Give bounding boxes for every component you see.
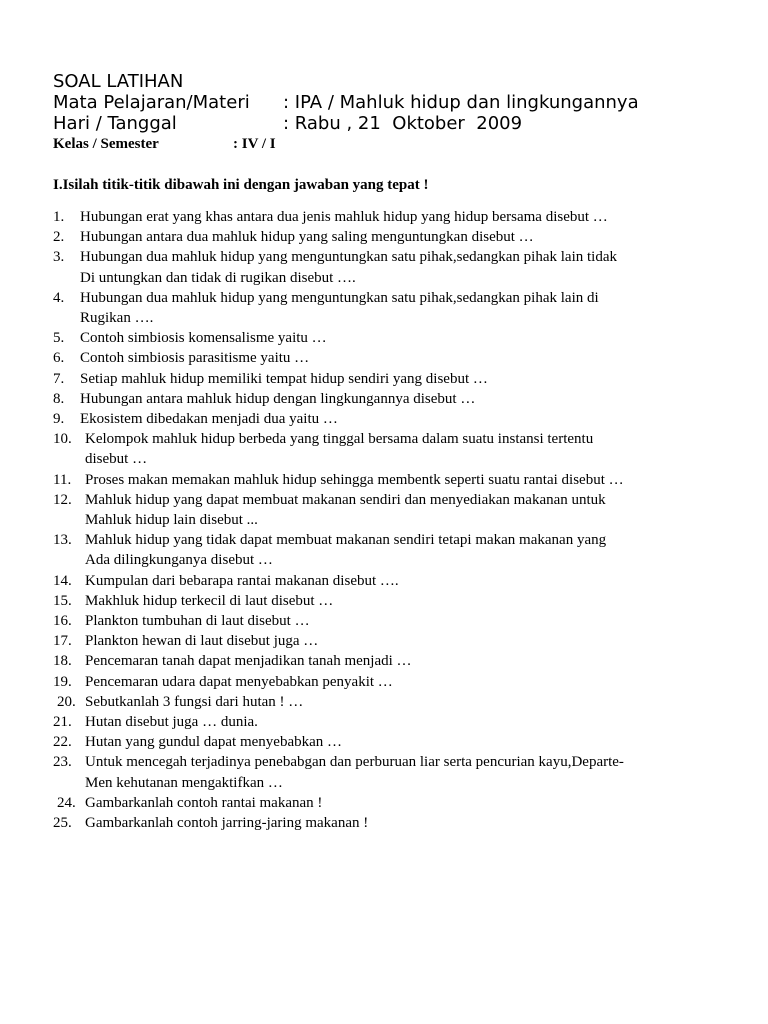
question-text <box>80 651 412 671</box>
question-text <box>80 369 488 389</box>
question-text <box>80 227 534 247</box>
question-item <box>53 752 753 792</box>
question-item <box>53 389 753 409</box>
question-line: Hutan yang gundul dapat menyebabkan … <box>85 734 343 751</box>
question-line: Hutan disebut juga … dunia. <box>85 714 258 731</box>
question-text <box>80 207 608 227</box>
question-number: 4. <box>53 289 65 306</box>
question-continuation: Di untungkan dan tidak di rugikan disebut …. <box>80 269 356 286</box>
question-line: Mahluk hidup yang dapat membuat makanan sendiri dan menyediakan makanan untuk <box>85 491 606 508</box>
question-number: 9. <box>53 411 65 428</box>
question-item <box>53 672 753 692</box>
question-item <box>53 369 753 389</box>
question-number: 8. <box>53 390 65 407</box>
question-continuation: Men kehutanan mengaktifkan … <box>85 774 283 791</box>
question-number: 20. <box>57 693 76 710</box>
question-text <box>80 793 322 813</box>
question-item <box>53 247 753 287</box>
question-number: 17. <box>53 633 72 650</box>
question-line: Gambarkanlah contoh rantai makanan ! <box>85 794 323 811</box>
question-line: Sebutkanlah 3 fungsi dari hutan ! … <box>85 693 304 710</box>
subject-label: Mata Pelajaran/Materi <box>53 92 250 113</box>
question-line: Proses makan memakan mahluk hidup sehingga membentk seperti suatu rantai disebut … <box>85 471 624 488</box>
document-title: SOAL LATIHAN <box>53 71 184 92</box>
question-text <box>80 470 624 490</box>
question-item <box>53 793 753 813</box>
question-text <box>80 571 399 591</box>
date-value: : Rabu , 21 Oktober 2009 <box>283 113 523 134</box>
question-number: 12. <box>53 491 72 508</box>
question-item <box>53 692 753 712</box>
question-item <box>53 631 753 651</box>
question-item <box>53 813 753 833</box>
question-number: 6. <box>53 350 65 367</box>
question-line: Untuk mencegah terjadinya penebabgan dan perburuan liar serta pencurian kayu,Departe- <box>85 754 624 771</box>
question-number: 22. <box>53 734 72 751</box>
question-line: Hubungan antara dua mahluk hidup yang saling menguntungkan disebut … <box>80 229 534 246</box>
class-label: Kelas / Semester <box>53 136 159 152</box>
question-item <box>53 591 753 611</box>
question-text <box>80 692 303 712</box>
question-number: 2. <box>53 229 65 246</box>
question-line: Plankton tumbuhan di laut disebut … <box>85 613 310 630</box>
question-item <box>53 348 753 368</box>
question-text <box>80 389 475 409</box>
question-continuation: disebut … <box>85 451 148 468</box>
question-item <box>53 429 753 469</box>
question-text <box>80 409 338 429</box>
subject-line <box>53 92 639 113</box>
question-number: 11. <box>53 471 72 488</box>
question-text <box>80 328 327 348</box>
question-item <box>53 571 753 591</box>
question-line: Hubungan dua mahluk hidup yang menguntungkan satu pihak,sedangkan pihak lain tidak <box>80 249 617 266</box>
question-item <box>53 712 753 732</box>
question-text <box>80 348 309 368</box>
question-text <box>80 591 333 611</box>
question-line: Setiap mahluk hidup memiliki tempat hidup sendiri yang disebut … <box>80 370 488 387</box>
question-number: 5. <box>53 330 65 347</box>
question-line: Contoh simbiosis parasitisme yaitu … <box>80 350 310 367</box>
question-number: 21. <box>53 714 72 731</box>
question-text <box>80 429 593 469</box>
question-text <box>80 288 599 328</box>
document-header <box>53 71 639 154</box>
question-item <box>53 328 753 348</box>
date-label: Hari / Tanggal <box>53 113 177 134</box>
question-line: Pencemaran udara dapat menyebabkan penyakit … <box>85 673 393 690</box>
question-line: Hubungan erat yang khas antara dua jenis mahluk hidup yang hidup bersama disebut … <box>80 209 608 225</box>
question-number: 13. <box>53 532 72 549</box>
question-item <box>53 651 753 671</box>
question-line: Gambarkanlah contoh jarring-jaring makanan ! <box>85 815 369 832</box>
date-line <box>53 113 639 134</box>
instruction-heading: I.Isilah titik-titik dibawah ini dengan jawaban yang tepat ! <box>53 177 429 193</box>
question-continuation: Ada dilingkunganya disebut … <box>85 552 273 569</box>
question-item <box>53 227 753 247</box>
question-item <box>53 490 753 530</box>
question-number: 7. <box>53 370 65 387</box>
question-line: Kumpulan dari bebarapa rantai makanan disebut …. <box>85 572 399 589</box>
question-item <box>53 611 753 631</box>
question-text <box>80 732 342 752</box>
question-text <box>80 752 624 792</box>
class-line <box>53 134 639 154</box>
question-line: Kelompok mahluk hidup berbeda yang tinggal bersama dalam suatu instansi tertentu <box>85 431 594 448</box>
question-text <box>80 672 393 692</box>
question-item <box>53 530 753 570</box>
question-text <box>80 530 606 570</box>
question-text <box>80 813 368 833</box>
question-line: Hubungan dua mahluk hidup yang menguntungkan satu pihak,sedangkan pihak lain di <box>80 289 599 306</box>
question-item <box>53 288 753 328</box>
question-line: Makhluk hidup terkecil di laut disebut … <box>85 592 334 609</box>
question-number: 1. <box>53 209 65 225</box>
question-item <box>53 207 753 227</box>
question-item <box>53 470 753 490</box>
question-continuation: Mahluk hidup lain disebut ... <box>85 512 258 529</box>
question-number: 23. <box>53 754 72 771</box>
question-line: Plankton hewan di laut disebut juga … <box>85 633 319 650</box>
question-list <box>53 207 753 833</box>
question-number: 14. <box>53 572 72 589</box>
question-line: Mahluk hidup yang tidak dapat membuat makanan sendiri tetapi makan makanan yang <box>85 532 607 549</box>
question-text <box>80 631 318 651</box>
question-number: 25. <box>53 815 72 832</box>
subject-value: : IPA / Mahluk hidup dan lingkungannya <box>283 92 639 113</box>
question-number: 15. <box>53 592 72 609</box>
question-number: 18. <box>53 653 72 670</box>
question-number: 24. <box>57 794 76 811</box>
question-line: Hubungan antara mahluk hidup dengan lingkungannya disebut … <box>80 390 476 407</box>
question-number: 19. <box>53 673 72 690</box>
question-text <box>80 611 310 631</box>
question-number: 16. <box>53 613 72 630</box>
class-value: : IV / I <box>233 136 276 152</box>
question-item <box>53 409 753 429</box>
question-line: Contoh simbiosis komensalisme yaitu … <box>80 330 327 347</box>
question-continuation: Rugikan …. <box>80 310 154 327</box>
question-text <box>80 490 606 530</box>
question-number: 10. <box>53 431 72 448</box>
question-item <box>53 732 753 752</box>
question-number: 3. <box>53 249 65 266</box>
question-line: Ekosistem dibedakan menjadi dua yaitu … <box>80 411 338 428</box>
question-text <box>80 712 258 732</box>
question-text <box>80 247 617 287</box>
question-line: Pencemaran tanah dapat menjadikan tanah menjadi … <box>85 653 412 670</box>
